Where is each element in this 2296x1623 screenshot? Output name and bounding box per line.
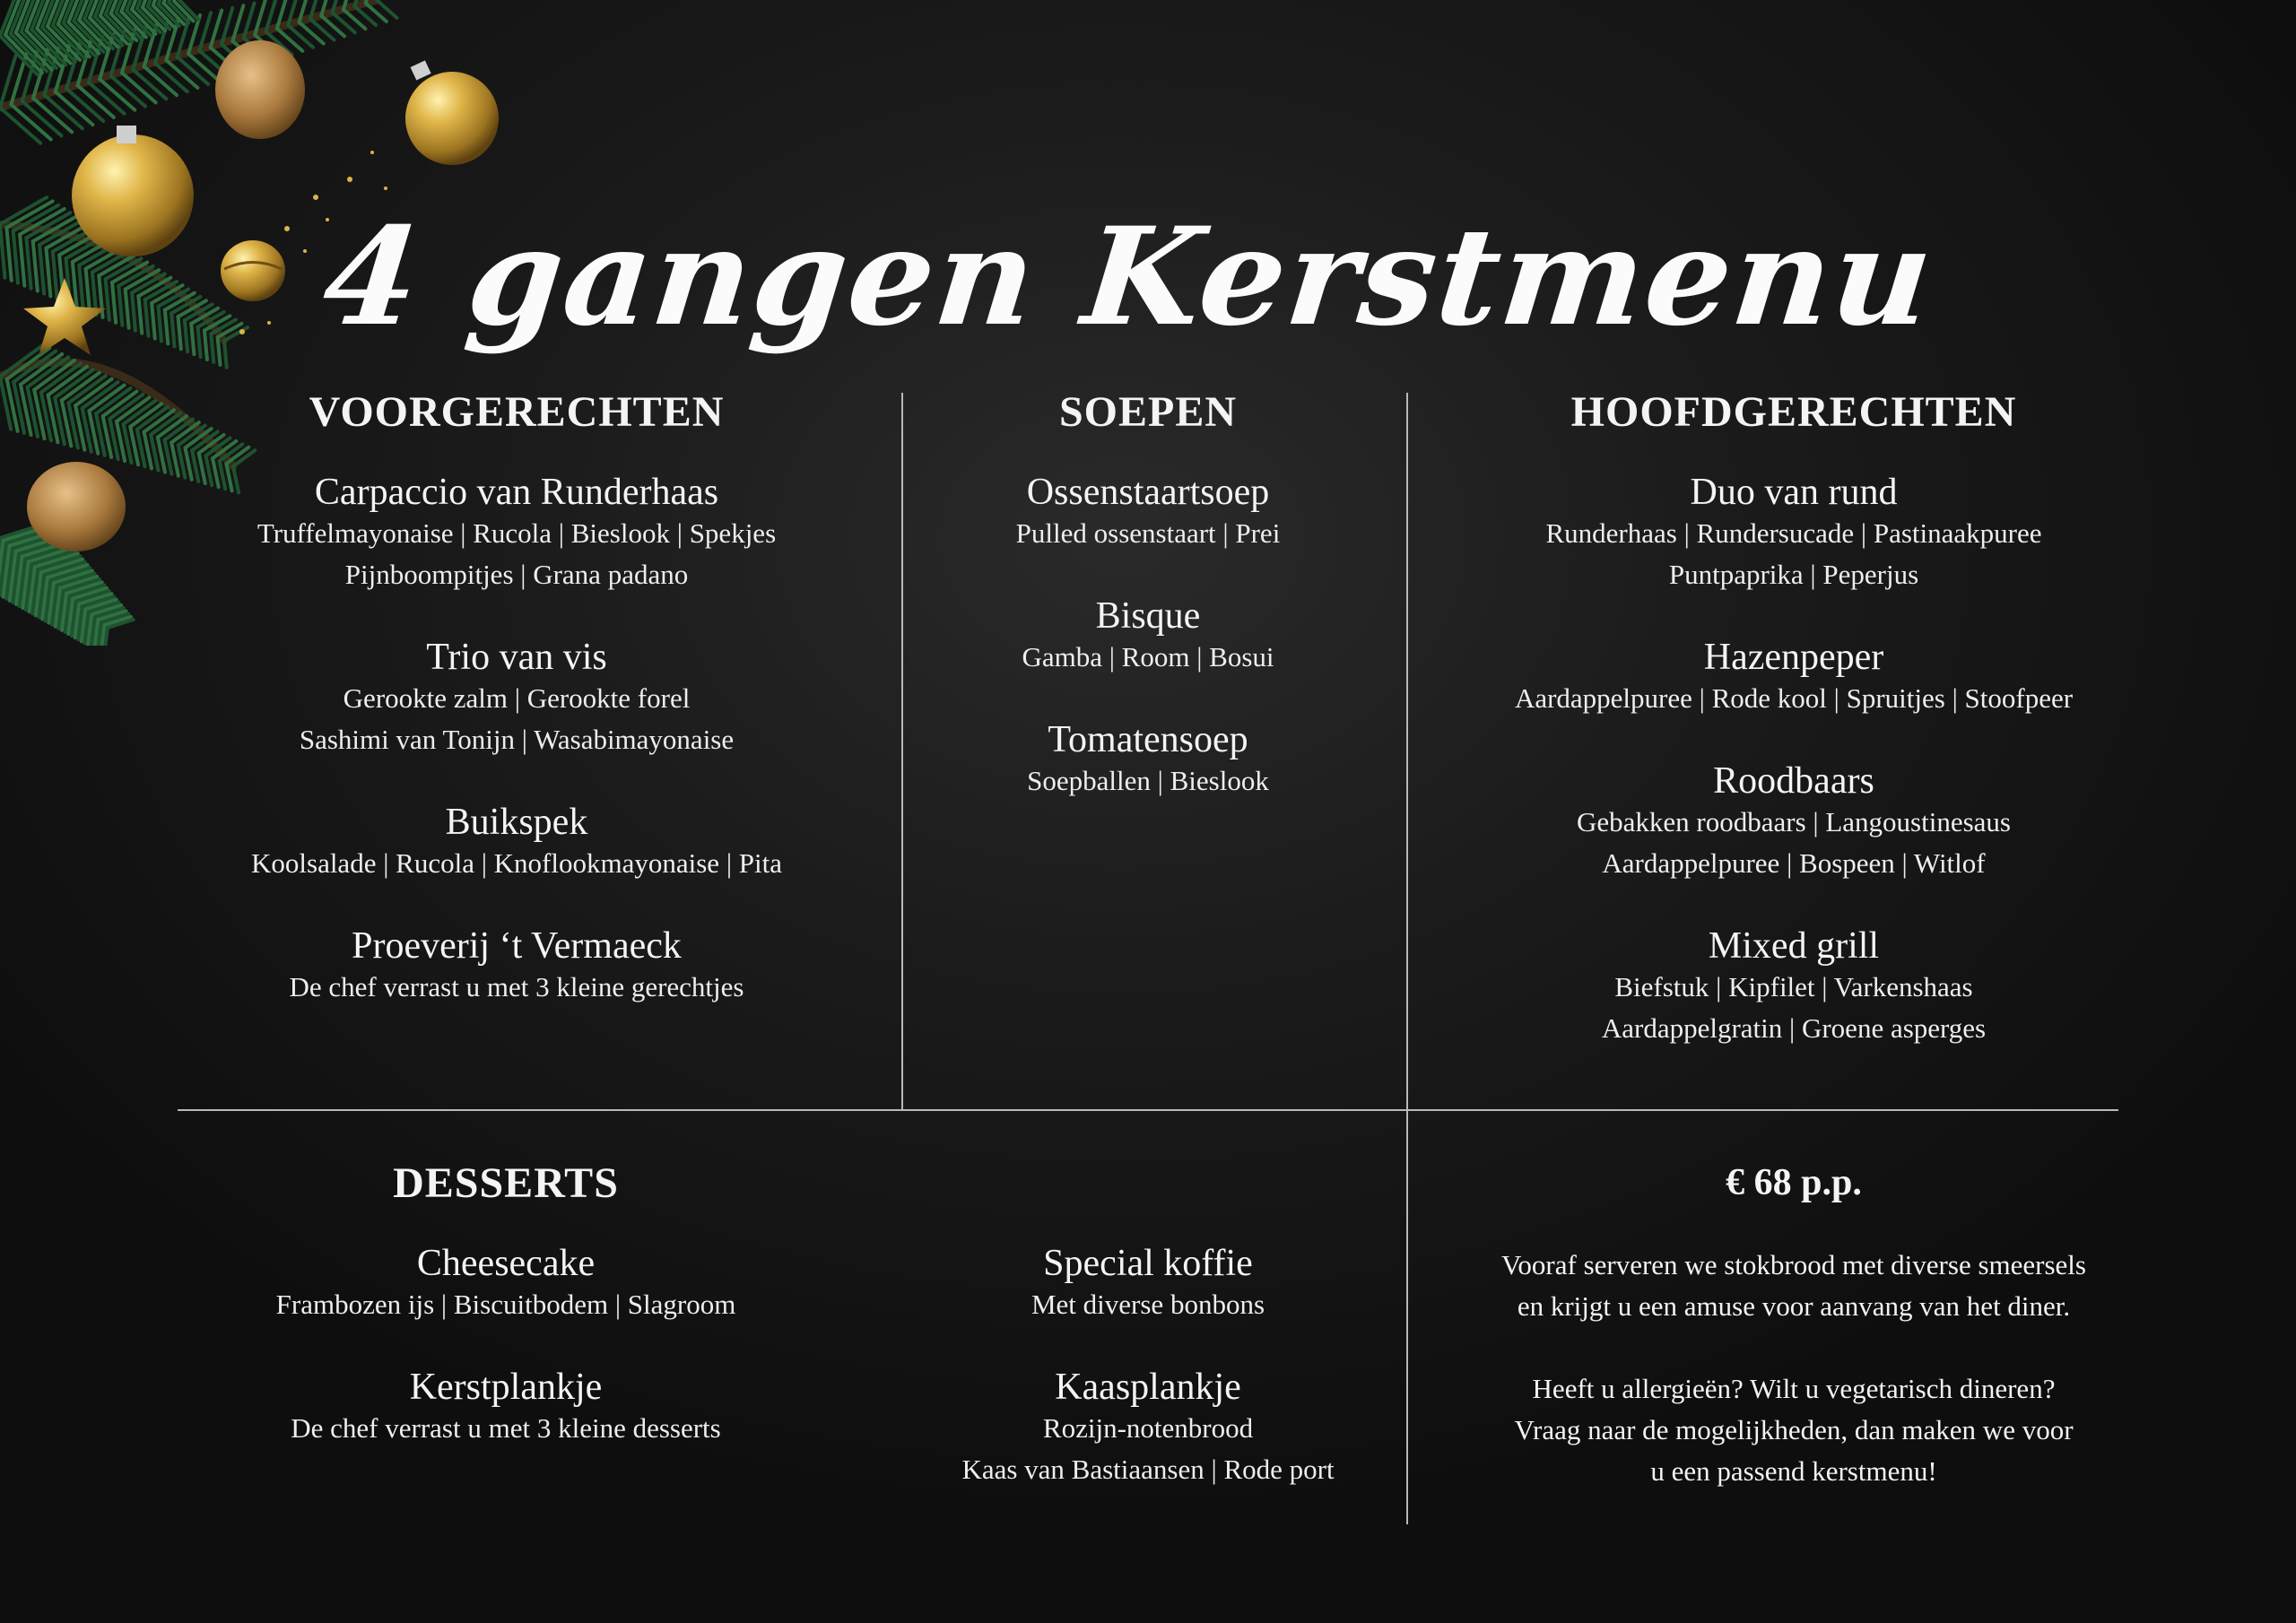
menu-dish <box>906 719 1390 802</box>
price: € 68 p.p. <box>1726 1162 1862 1203</box>
section-extras <box>906 1162 1390 1490</box>
dish-name: Buikspek <box>445 802 588 843</box>
divider-vertical-right <box>1406 393 1408 1524</box>
dish-description: Met diverse bonbons <box>1031 1289 1265 1320</box>
menu-dish <box>147 1367 865 1449</box>
dish-description: Rozijn-notenbrood <box>1042 1412 1254 1444</box>
menu-dish <box>1435 760 2152 884</box>
divider-vertical-left <box>901 393 903 1110</box>
dish-description: Pijnboompitjes | Grana padano <box>344 559 689 590</box>
section-heading: VOORGERECHTEN <box>309 388 725 436</box>
menu-dish <box>158 637 875 760</box>
info-line: en krijgt u een amuse voor aanvang van het diner. <box>1517 1290 2071 1322</box>
menu-dish <box>158 472 875 595</box>
dish-description: De chef verrast u met 3 kleine desserts <box>291 1412 721 1444</box>
dish-name: Cheesecake <box>416 1243 596 1284</box>
menu-title <box>0 198 2296 356</box>
dish-description: Pulled ossenstaart | Prei <box>1015 517 1281 549</box>
menu-dish <box>1435 637 2152 719</box>
section-voorgerechten <box>158 388 875 1008</box>
dish-description: Frambozen ijs | Biscuitbodem | Slagroom <box>275 1289 736 1320</box>
dish-name: Roodbaars <box>1713 760 1874 802</box>
dish-name: Special koffie <box>1043 1243 1253 1284</box>
dish-description: Aardappelpuree | Rode kool | Spruitjes | Stoofpeer <box>1514 682 2074 714</box>
dish-description: Gebakken roodbaars | Langoustinesaus <box>1577 806 2011 838</box>
menu-dish <box>1435 925 2152 1049</box>
section-desserts <box>147 1159 865 1449</box>
divider-horizontal <box>178 1109 2118 1111</box>
dish-description: Runderhaas | Rundersucade | Pastinaakpuree <box>1545 517 2042 549</box>
menu-dish <box>906 1367 1390 1490</box>
dish-name: Mixed grill <box>1708 925 1880 967</box>
info-line: Heeft u allergieën? Wilt u vegetarisch dineren? <box>1532 1373 2056 1404</box>
dish-description: Gerookte zalm | Gerookte forel <box>343 682 691 714</box>
section-heading: DESSERTS <box>393 1159 619 1207</box>
dish-description: Biefstuk | Kipfilet | Varkenshaas <box>1614 971 1973 1002</box>
dish-description: De chef verrast u met 3 kleine gerechtjes <box>289 971 744 1002</box>
dish-description: Kaas van Bastiaansen | Rode port <box>961 1454 1335 1485</box>
dish-name: Ossenstaartsoep <box>1026 472 1270 513</box>
dish-name: Kerstplankje <box>409 1367 603 1408</box>
info-line: Vooraf serveren we stokbrood met diverse smeersels <box>1501 1249 2086 1280</box>
dish-name: Tomatensoep <box>1048 719 1248 760</box>
dish-name: Proeverij ‘t Vermaeck <box>352 925 682 967</box>
menu-dish <box>158 925 875 1008</box>
dish-description: Koolsalade | Rucola | Knoflookmayonaise | Pita <box>251 847 782 879</box>
dish-description: Soepballen | Bieslook <box>1027 765 1269 796</box>
dish-description: Aardappelgratin | Groene asperges <box>1601 1012 1987 1044</box>
section-heading: HOOFDGERECHTEN <box>1570 388 2017 436</box>
dish-name: Trio van vis <box>426 637 607 678</box>
menu-title-text: 4 gangen Kerstmenu <box>316 197 1941 356</box>
menu-dish <box>906 1243 1390 1325</box>
section-heading: SOEPEN <box>1058 388 1238 436</box>
menu-dish <box>1435 472 2152 595</box>
dish-description: Truffelmayonaise | Rucola | Bieslook | Spekjes <box>257 517 777 549</box>
dish-description: Gamba | Room | Bosui <box>1022 641 1274 673</box>
menu-dish <box>906 595 1390 678</box>
section-info <box>1435 1164 2152 1492</box>
info-line: Vraag naar de mogelijkheden, dan maken we voor <box>1514 1414 2074 1445</box>
info-line: u een passend kerstmenu! <box>1650 1455 1937 1487</box>
dish-name: Bisque <box>1095 595 1201 637</box>
menu-dish <box>158 802 875 884</box>
dish-name: Kaasplankje <box>1055 1367 1241 1408</box>
dish-name: Hazenpeper <box>1703 637 1884 678</box>
dish-name: Carpaccio van Runderhaas <box>314 472 719 513</box>
section-hoofdgerechten <box>1435 388 2152 1049</box>
menu-dish <box>906 472 1390 554</box>
dish-description: Puntpaprika | Peperjus <box>1668 559 1919 590</box>
menu-dish <box>147 1243 865 1325</box>
section-soepen <box>906 388 1390 802</box>
dish-description: Aardappelpuree | Bospeen | Witlof <box>1602 847 1986 879</box>
info-text <box>1435 1245 2152 1492</box>
dish-name: Duo van rund <box>1690 472 1898 513</box>
dish-description: Sashimi van Tonijn | Wasabimayonaise <box>299 724 735 755</box>
